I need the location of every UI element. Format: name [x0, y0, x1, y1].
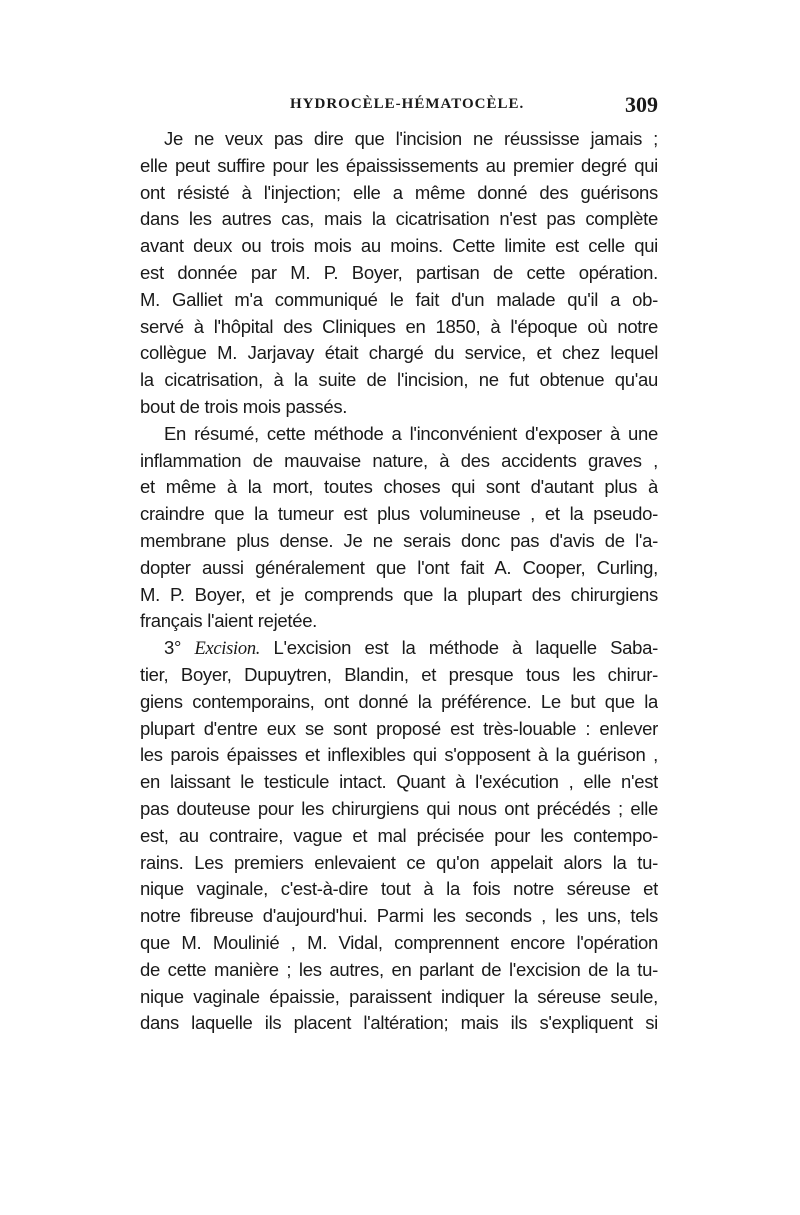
text-line: servé à l'hôpital des Cliniques en 1850, à l'époque où notre — [140, 315, 658, 337]
running-head — [140, 92, 658, 122]
text-line: giens contemporains, ont donné la préférence. Le but que la — [140, 690, 658, 712]
section-line — [140, 635, 658, 662]
section-text: L'excision est la méthode à laquelle Saba- — [273, 637, 658, 659]
text-line: français l'aient rejetée. — [140, 610, 318, 632]
text-line: pas douteuse pour les chirurgiens qui nous ont précédés ; elle — [140, 797, 658, 819]
text-line: bout de trois mois passés. — [140, 395, 348, 417]
text-line: est donnée par M. P. Boyer, partisan de cette opération. — [140, 261, 658, 283]
text-line: dans les autres cas, mais la cicatrisation n'est pas complète — [140, 208, 658, 230]
body-text — [140, 126, 658, 1037]
text-line: et même à la mort, toutes choses qui sont d'autant plus à — [140, 476, 658, 498]
text-line: que M. Moulinié , M. Vidal, comprennent encore l'opération — [140, 931, 658, 953]
text-line: avant deux ou trois mois au moins. Cette limite est celle qui — [140, 235, 658, 257]
text-line: M. Galliet m'a communiqué le fait d'un malade qu'il a ob- — [140, 288, 658, 310]
text-line: notre fibreuse d'aujourd'hui. Parmi les seconds , les uns, tels — [140, 905, 658, 927]
text-line: M. P. Boyer, et je comprends que la plupart des chirurgiens — [140, 583, 658, 605]
text-line: plupart d'entre eux se sont proposé est très-louable : enlever — [140, 717, 658, 739]
section-title: Excision. — [194, 639, 261, 660]
text-line: craindre que la tumeur est plus volumineuse , et la pseudo- — [140, 503, 658, 525]
text-line: inflammation de mauvaise nature, à des accidents graves , — [140, 449, 658, 471]
text-line: les parois épaisses et inflexibles qui s'opposent à la guérison , — [140, 744, 658, 766]
text-line: Je ne veux pas dire que l'incision ne réussisse jamais ; — [164, 128, 658, 149]
text-line: de cette manière ; les autres, en parlant de l'excision de la tu- — [140, 958, 658, 980]
running-title: HYDROCÈLE-HÉMATOCÈLE. — [290, 96, 525, 112]
text-line: dans laquelle ils placent l'altération; mais ils s'expliquent si — [140, 1012, 658, 1034]
text-line: rains. Les premiers enlevaient ce qu'on appelait alors la tu- — [140, 851, 658, 873]
page-number: 309 — [625, 92, 658, 117]
text-line: ont résisté à l'injection; elle a même donné des guérisons — [140, 181, 658, 203]
text-line: en laissant le testicule intact. Quant à l'exécution , elle n'est — [140, 771, 658, 793]
text-line: est, au contraire, vague et mal précisée pour les contempo- — [140, 824, 658, 846]
text-line: nique vaginale épaissie, paraissent indiquer la séreuse seule, — [140, 985, 658, 1007]
text-line: collègue M. Jarjavay était chargé du service, et chez lequel — [140, 342, 658, 364]
text-line: dopter aussi généralement que l'ont fait A. Cooper, Curling, — [140, 556, 658, 578]
text-line: elle peut suffire pour les épaississements au premier degré qui — [140, 154, 658, 176]
text-line: membrane plus dense. Je ne serais donc pas d'avis de l'a- — [140, 529, 658, 551]
text-line: la cicatrisation, à la suite de l'incision, ne fut obtenue qu'au — [140, 369, 658, 391]
text-line: En résumé, cette méthode a l'inconvénient d'exposer à une — [164, 422, 658, 444]
text-line: tier, Boyer, Dupuytren, Blandin, et presque tous les chirur- — [140, 663, 658, 685]
text-line: nique vaginale, c'est-à-dire tout à la fois notre séreuse et — [140, 878, 658, 900]
section-number: 3° — [164, 637, 182, 659]
